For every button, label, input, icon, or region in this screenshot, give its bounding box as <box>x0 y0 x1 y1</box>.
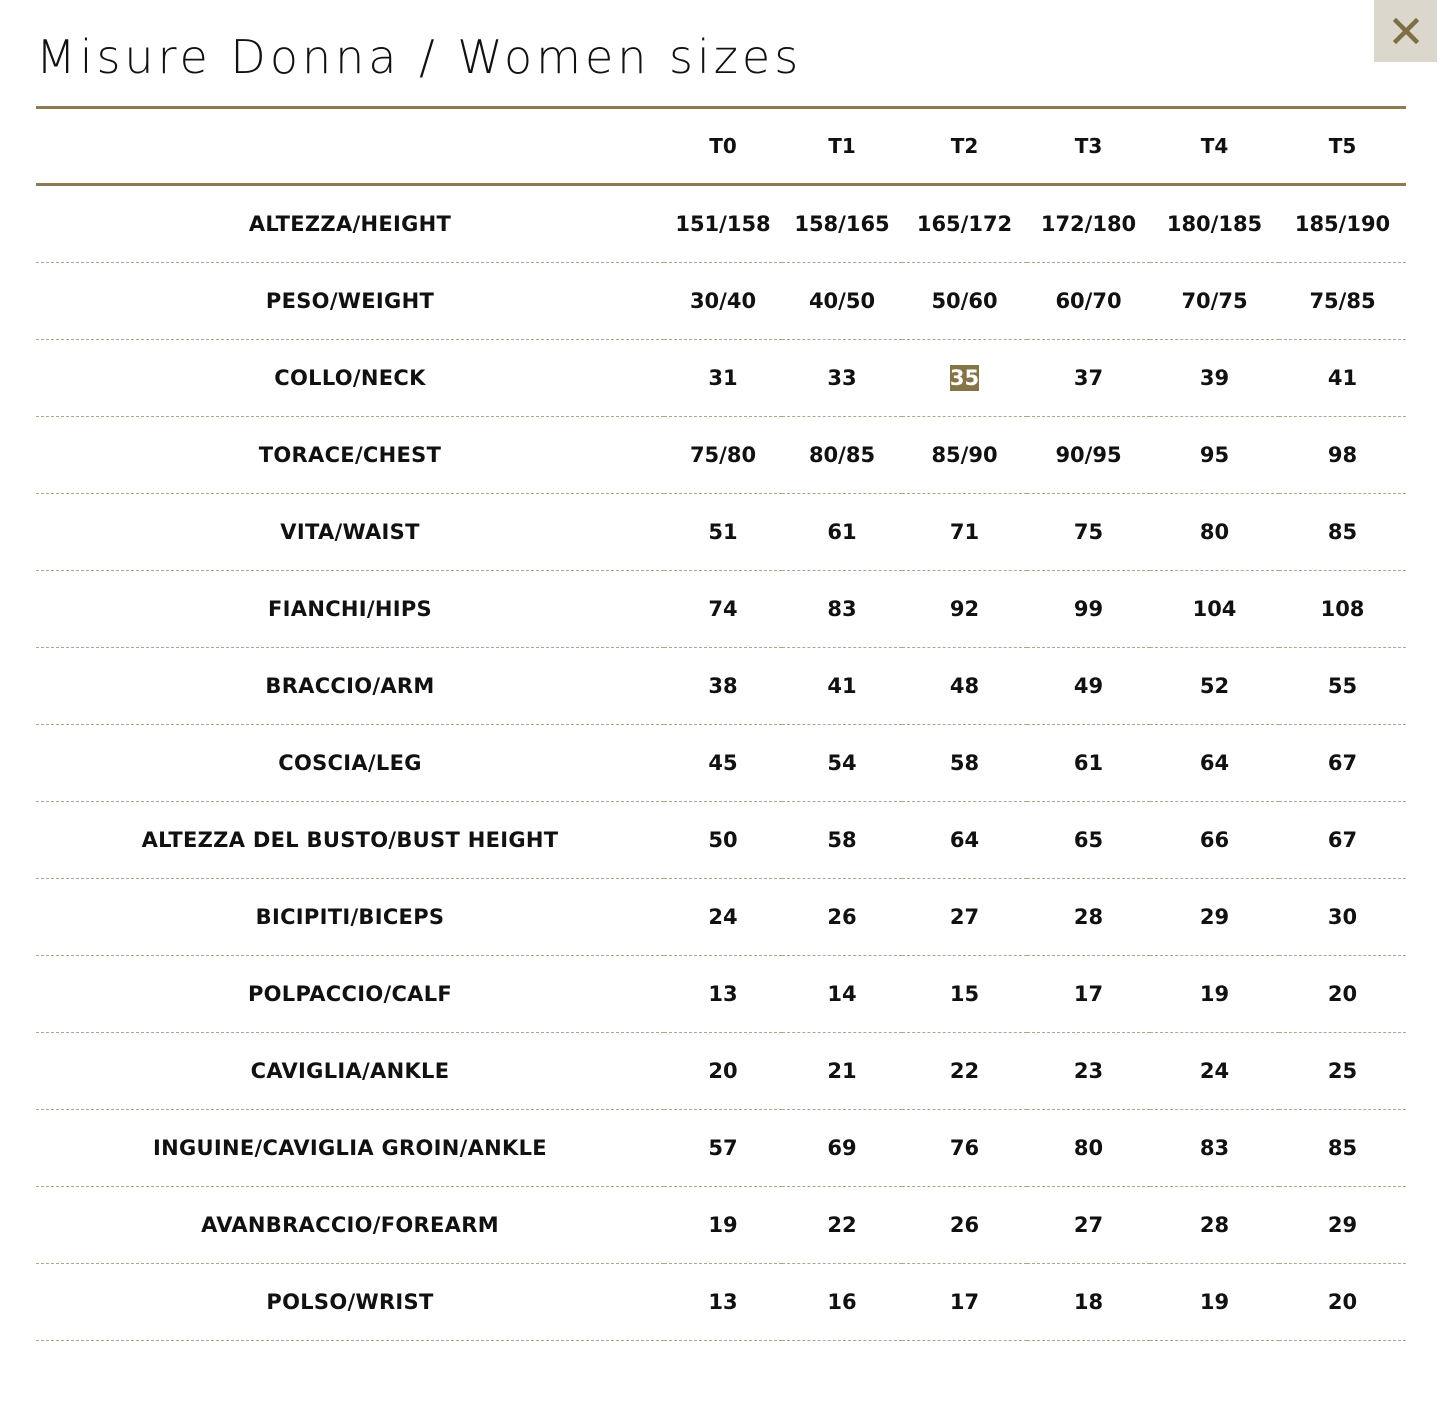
table-cell: 20 <box>1327 982 1358 1006</box>
table-cell: 38 <box>708 674 738 698</box>
row-label: CAVIGLIA/ANKLE <box>250 1059 450 1083</box>
table-row-ankle <box>36 1033 1406 1110</box>
table-cell: 30 <box>1327 905 1358 929</box>
table-cell: 41 <box>827 674 857 698</box>
table-cell: 19 <box>1199 982 1230 1006</box>
column-header-t5: T5 <box>1328 134 1357 158</box>
table-cell: 14 <box>827 982 857 1006</box>
table-cell: 55 <box>1327 674 1358 698</box>
table-cell: 16 <box>827 1290 857 1314</box>
table-cell: 58 <box>949 751 980 775</box>
table-cell: 19 <box>1199 1290 1230 1314</box>
table-cell: 57 <box>708 1136 738 1160</box>
close-button[interactable] <box>1374 0 1437 62</box>
table-cell: 158/165 <box>794 212 890 236</box>
row-label: POLSO/WRIST <box>266 1290 434 1314</box>
column-header-t0: T0 <box>709 134 737 158</box>
table-cell: 50/60 <box>931 289 998 313</box>
table-cell: 69 <box>827 1136 857 1160</box>
table-cell: 90/95 <box>1055 443 1122 467</box>
table-cell: 17 <box>949 1290 980 1314</box>
table-cell: 71 <box>949 520 980 544</box>
table-cell: 17 <box>1073 982 1104 1006</box>
row-label: PESO/WEIGHT <box>265 289 435 313</box>
table-cell: 64 <box>949 828 980 852</box>
table-cell: 104 <box>1192 597 1237 621</box>
table-cell-highlighted <box>902 340 1027 417</box>
table-row-chest <box>36 417 1406 494</box>
column-header-t4: T4 <box>1200 134 1229 158</box>
table-cell: 41 <box>1327 366 1358 390</box>
text-selection-highlight: 35 <box>949 366 980 390</box>
table-header-row <box>36 108 1406 185</box>
column-header-t1: T1 <box>828 134 856 158</box>
size-table-container <box>36 106 1406 1341</box>
column-header-t2: T2 <box>950 134 979 158</box>
table-cell: 80/85 <box>808 443 876 467</box>
table-cell: 185/190 <box>1294 212 1391 236</box>
table-row-waist <box>36 494 1406 571</box>
table-row-leg <box>36 725 1406 802</box>
table-cell: 66 <box>1199 828 1230 852</box>
table-cell: 18 <box>1073 1290 1104 1314</box>
table-cell: 26 <box>949 1213 980 1237</box>
table-cell: 85 <box>1327 1136 1358 1160</box>
table-cell: 30/40 <box>689 289 757 313</box>
table-cell: 83 <box>1199 1136 1230 1160</box>
table-cell: 74 <box>708 597 738 621</box>
table-cell: 65 <box>1073 828 1104 852</box>
table-cell: 64 <box>1199 751 1230 775</box>
row-label: BRACCIO/ARM <box>265 674 435 698</box>
table-cell: 85 <box>1327 520 1358 544</box>
table-cell: 19 <box>708 1213 738 1237</box>
table-cell: 60/70 <box>1055 289 1122 313</box>
table-cell: 75 <box>1073 520 1104 544</box>
table-cell: 21 <box>827 1059 857 1083</box>
table-row-forearm <box>36 1187 1406 1264</box>
table-cell: 28 <box>1199 1213 1230 1237</box>
table-cell: 92 <box>949 597 980 621</box>
table-cell: 180/185 <box>1166 212 1263 236</box>
table-row-groin-ankle <box>36 1110 1406 1187</box>
table-cell: 80 <box>1073 1136 1104 1160</box>
table-row-neck <box>36 340 1406 417</box>
table-cell: 27 <box>949 905 980 929</box>
table-cell: 67 <box>1327 751 1358 775</box>
table-cell: 29 <box>1199 905 1230 929</box>
table-cell: 31 <box>708 366 738 390</box>
row-label: AVANBRACCIO/FOREARM <box>201 1213 499 1237</box>
table-cell: 172/180 <box>1040 212 1137 236</box>
table-cell: 27 <box>1073 1213 1104 1237</box>
table-cell: 51 <box>708 520 738 544</box>
row-label: TORACE/CHEST <box>258 443 442 467</box>
table-cell: 45 <box>708 751 738 775</box>
table-cell: 58 <box>827 828 857 852</box>
row-label: COLLO/NECK <box>274 366 426 390</box>
table-cell: 151/158 <box>675 212 771 236</box>
table-cell: 99 <box>1073 597 1104 621</box>
table-cell: 50 <box>708 828 738 852</box>
table-cell: 13 <box>708 1290 738 1314</box>
table-cell: 29 <box>1327 1213 1358 1237</box>
table-cell: 76 <box>949 1136 980 1160</box>
table-cell: 33 <box>827 366 857 390</box>
table-cell: 75/85 <box>1309 289 1376 313</box>
table-row-arm <box>36 648 1406 725</box>
table-cell: 80 <box>1199 520 1230 544</box>
table-cell: 61 <box>827 520 857 544</box>
table-cell: 37 <box>1073 366 1104 390</box>
table-cell: 15 <box>949 982 980 1006</box>
table-cell: 22 <box>827 1213 857 1237</box>
table-cell: 165/172 <box>916 212 1013 236</box>
column-header-t3: T3 <box>1074 134 1103 158</box>
column-header-measure <box>36 108 664 185</box>
row-label: ALTEZZA/HEIGHT <box>248 212 452 236</box>
table-cell: 70/75 <box>1181 289 1248 313</box>
table-cell: 20 <box>708 1059 738 1083</box>
table-cell: 24 <box>1199 1059 1230 1083</box>
table-cell: 23 <box>1073 1059 1104 1083</box>
row-label: ALTEZZA DEL BUSTO/BUST HEIGHT <box>141 828 559 852</box>
table-cell: 25 <box>1327 1059 1358 1083</box>
table-cell: 13 <box>708 982 738 1006</box>
row-label: VITA/WAIST <box>280 520 420 544</box>
table-cell: 20 <box>1327 1290 1358 1314</box>
table-row-hips <box>36 571 1406 648</box>
table-row-height <box>36 185 1406 263</box>
table-cell: 52 <box>1199 674 1230 698</box>
table-row-wrist <box>36 1264 1406 1341</box>
close-icon <box>1393 18 1419 44</box>
table-cell: 48 <box>949 674 980 698</box>
page-title: Misure Donna / Women sizes <box>36 30 803 84</box>
table-cell: 22 <box>949 1059 980 1083</box>
table-cell: 85/90 <box>931 443 998 467</box>
table-row-bust-height <box>36 802 1406 879</box>
size-table <box>36 106 1406 1341</box>
table-cell: 40/50 <box>808 289 876 313</box>
table-row-weight <box>36 263 1406 340</box>
table-cell: 49 <box>1073 674 1104 698</box>
table-row-biceps <box>36 879 1406 956</box>
table-cell: 61 <box>1073 751 1104 775</box>
table-cell: 54 <box>827 751 857 775</box>
table-cell: 98 <box>1327 443 1358 467</box>
table-cell: 24 <box>708 905 738 929</box>
table-cell: 75/80 <box>689 443 757 467</box>
table-cell: 26 <box>827 905 857 929</box>
table-cell: 28 <box>1073 905 1104 929</box>
row-label: INGUINE/CAVIGLIA GROIN/ANKLE <box>153 1136 547 1160</box>
row-label: POLPACCIO/CALF <box>247 982 453 1006</box>
table-cell: 39 <box>1199 366 1230 390</box>
table-cell: 108 <box>1320 597 1365 621</box>
row-label: BICIPITI/BICEPS <box>255 905 445 929</box>
table-cell: 83 <box>827 597 857 621</box>
table-cell: 67 <box>1327 828 1358 852</box>
row-label: COSCIA/LEG <box>278 751 422 775</box>
table-cell: 95 <box>1199 443 1230 467</box>
row-label: FIANCHI/HIPS <box>268 597 432 621</box>
table-row-calf <box>36 956 1406 1033</box>
